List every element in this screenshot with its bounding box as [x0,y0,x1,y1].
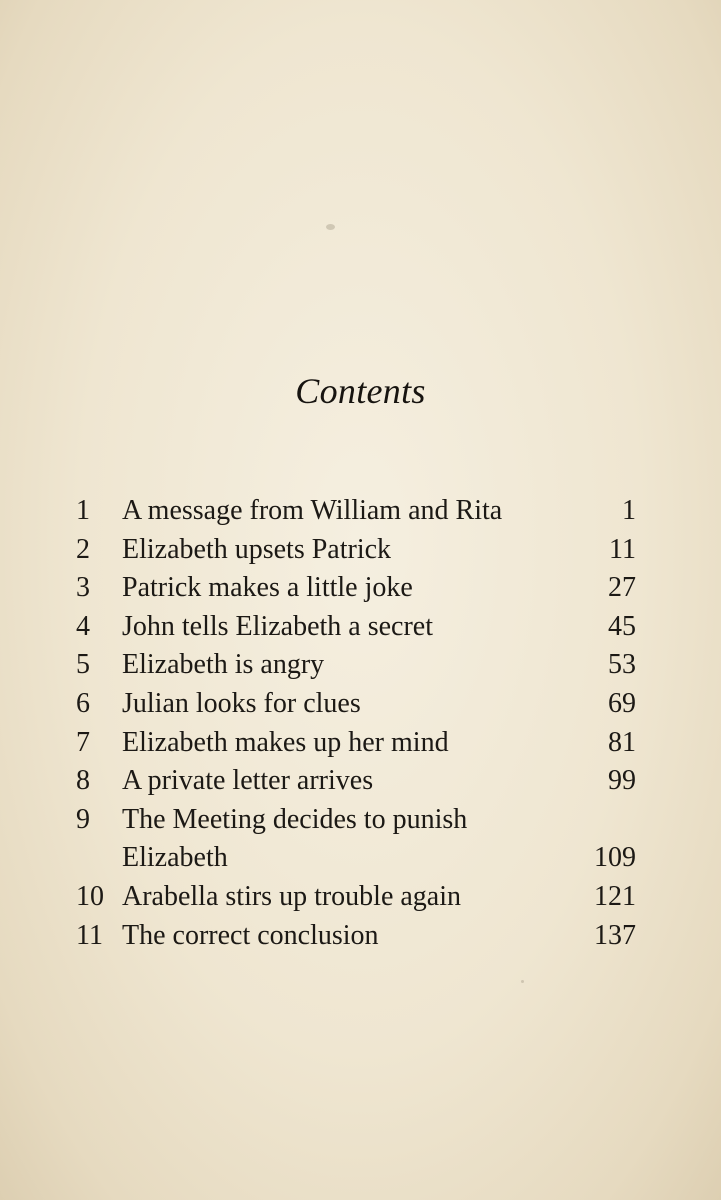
table-of-contents [76,492,636,955]
page-number: 11 [609,533,636,565]
toc-entry [76,724,636,763]
chapter-number: 5 [76,649,90,681]
page-number: 69 [608,687,636,719]
page-number: 53 [608,649,636,681]
page-number: 81 [608,726,636,758]
chapter-number: 4 [76,610,90,642]
chapter-number: 10 [76,880,104,912]
toc-entry [76,492,636,531]
page-number: 99 [608,765,636,797]
page-number: 1 [622,495,636,526]
chapter-title: A message from William and Rita [122,495,503,526]
page-title: Contents [295,371,426,411]
page-number: 109 [594,842,636,874]
chapter-title: The correct conclusion [122,919,379,951]
toc-entry [76,531,636,570]
toc-entry [76,801,636,878]
chapter-number: 6 [76,687,90,719]
chapter-title: John tells Elizabeth a secret [122,610,433,642]
toc-entry [76,917,636,956]
chapter-title: The Meeting decides to punish Elizabeth [122,803,468,874]
toc-entry [76,569,636,608]
chapter-title: Elizabeth makes up her mind [122,726,449,758]
chapter-number: 9 [76,803,90,835]
chapter-title: Julian looks for clues [122,687,361,719]
chapter-title: Arabella stirs up trouble again [122,880,462,912]
chapter-number: 7 [76,726,90,758]
chapter-title: A private letter arrives [122,765,374,797]
chapter-number: 2 [76,533,90,565]
toc-entry [76,646,636,685]
chapter-title: Elizabeth upsets Patrick [122,533,392,565]
toc-entry [76,762,636,801]
paper-speck [521,980,524,983]
chapter-title: Patrick makes a little joke [122,572,413,604]
chapter-title: Elizabeth is angry [122,649,325,681]
page-number: 121 [594,880,636,912]
page-number: 137 [594,919,636,951]
chapter-number: 11 [76,919,103,951]
page-number: 27 [608,572,636,604]
chapter-number: 3 [76,572,90,604]
chapter-number: 8 [76,765,90,797]
toc-entry [76,878,636,917]
toc-entry [76,685,636,724]
toc-entry [76,608,636,647]
page-number: 45 [608,610,636,642]
chapter-number: 1 [76,495,90,526]
paper-speck [326,224,335,230]
